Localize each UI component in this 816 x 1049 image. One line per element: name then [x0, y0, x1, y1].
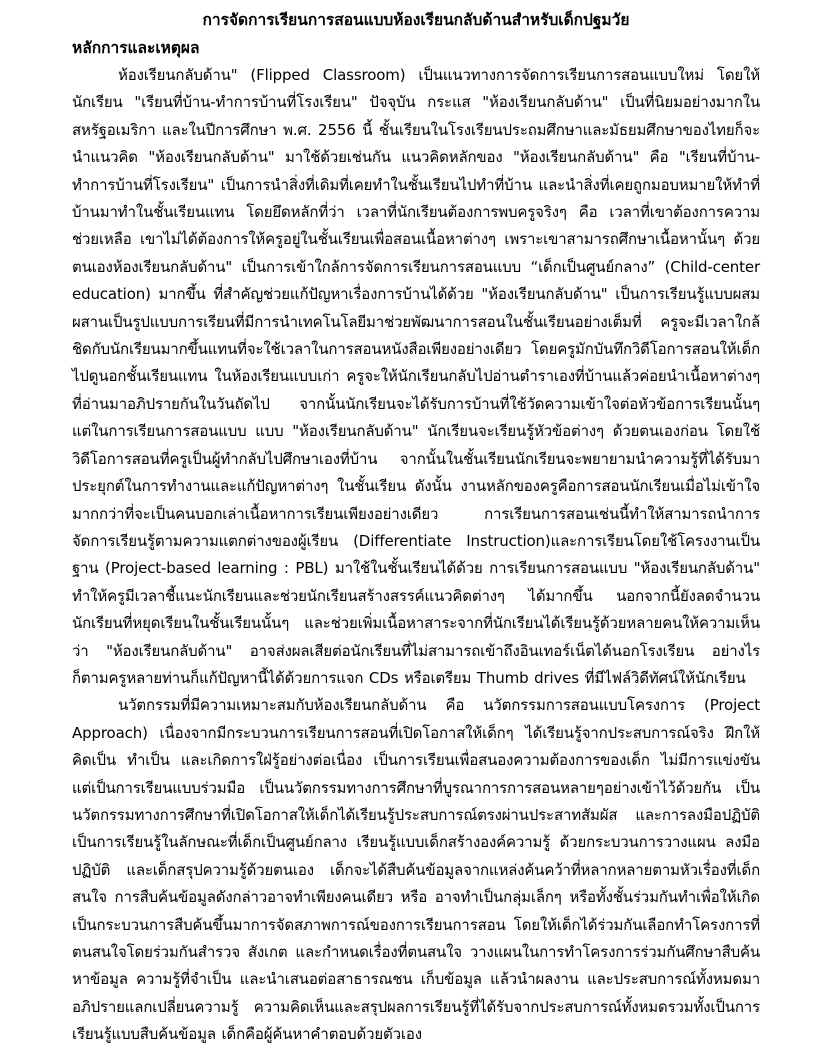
- document-title: การจัดการเรียนการสอนแบบห้องเรียนกลับด้านสำหรับเด็กปฐมวัย: [202, 11, 630, 29]
- paragraph-flipped-classroom: ห้องเรียนกลับด้าน" (Flipped Classroom) เป็นแนวทางการจัดการเรียนการสอนแบบใหม่ โดยให้นักเรียน "เรียนที่บ้าน-ทำการบ้านที่โรงเรียน" ปัจจุบัน กระแส "ห้องเรียนกลับด้าน" เป็นที่นิยมอย่างมากในสหรัฐอเมริกา และในปีการศึกษา พ.ศ. 2556 นี้ ชั้นเรียนในโรงเรียนประถมศึกษาและมัธยมศึกษาของไทยก็จะนำแนวคิด "ห้องเรียนกลับด้าน" มาใช้ด้วยเช่นกัน แนวคิดหลักของ "ห้องเรียนกลับด้าน" คือ "เรียนที่บ้าน-ทำการบ้านที่โรงเรียน" เป็นการนำสิ่งที่เดิมที่เคยทำในชั้นเรียนไปทำที่บ้าน และนำสิ่งที่เคยถูกมอบหมายให้ทำที่บ้านมาทำในชั้นเรียนแทน โดยยึดหลักที่ว่า เวลาที่นักเรียนต้องการพบครูจริงๆ คือ เวลาที่เขาต้องการความช่วยเหลือ เขาไม่ได้ต้องการให้ครูอยู่ในชั้นเรียนเพื่อสอนเนื้อหาต่างๆ เพราะเขาสามารถศึกษาเนื้อหานั้นๆ ด้วยตนเองห้องเรียนกลับด้าน" เป็นการเข้าใกล้การจัดการเรียนการสอนแบบ “เด็กเป็นศูนย์กลาง” (Child-center education) มากขึ้น ที่สำคัญช่วยแก้ปัญหาเรื่องการบ้านได้ด้วย "ห้องเรียนกลับด้าน" เป็นการเรียนรู้แบบผสมผสานเป็นรูปแบบการเรียนที่มีการนำเทคโนโลยีมาช่วยพัฒนาการสอนในชั้นเรียนอย่างเต็มที่ ครูจะมีเวลาใกล้ชิดกับนักเรียนมากขึ้นแทนที่จะใช้เวลาในการสอนหนังสือเพียงอย่างเดียว โดยครูมักบันทึกวิดีโอการสอนให้เด็กไปดูนอกชั้นเรียนแทน ในห้องเรียนแบบเก่า ครูจะให้นักเรียนกลับไปอ่านตำราเองที่บ้านแล้วค่อยนำเนื้อหาต่างๆ ที่อ่านมาอภิปรายกันในวันถัดไป จากนั้นนักเรียนจะได้รับการบ้านที่ใช้วัดความเข้าใจต่อหัวข้อการเรียนนั้นๆ แต่ในการเรียนการสอนแบบ แบบ "ห้องเรียนกลับด้าน" นักเรียนจะเรียนรู้หัวข้อต่างๆ ด้วยตนเองก่อน โดยใช้วิดีโอการสอนที่ครูเป็นผู้ทำกลับไปศึกษาเองที่บ้าน จากนั้นในชั้นเรียนนักเรียนจะพยายามนำความรู้ที่ได้รับมาประยุกต์ในการทำงานและแก้ปัญหาต่างๆ ในชั้นเรียน ดังนั้น งานหลักของครูคือการสอนนักเรียนเมื่อไม่เข้าใจ มากกว่าที่จะเป็นคนบอกเล่าเนื้อหาการเรียนเพียงอย่างเดียว การเรียนการสอนเช่นนี้ทำให้สามารถนำการจัดการเรียนรู้ตามความแตกต่างของผู้เรียน (Differentiate Instruction)และการเรียนโดยใช้โครงงานเป็นฐาน (Project-based learning : PBL) มาใช้ในชั้นเรียนได้ด้วย การเรียนการสอนแบบ "ห้องเรียนกลับด้าน" ทำให้ครูมีเวลาชี้แนะนักเรียนและช่วยนักเรียนสร้างสรรค์แนวคิดต่างๆ ได้มากขึ้น นอกจากนี้ยังลดจำนวนนักเรียนที่หยุดเรียนในชั้นเรียนนั้นๆ และช่วยเพิ่มเนื้อหาสาระจากที่นักเรียนได้เรียนรู้ด้วยหลายคนให้ความเห็นว่า "ห้องเรียนกลับด้าน" อาจส่งผลเสียต่อนักเรียนที่ไม่สามารถเข้าถึงอินเทอร์เน็ตได้นอกโรงเรียน อย่างไรก็ตามครูหลายท่านก็แก้ปัญหานี้ได้ด้วยการแจก CDs หรือเตรียม Thumb drives ที่มีไฟล์วิดีทัศน์ให้นักเรียน: [72, 66, 760, 687]
- document-page: [72, 6, 760, 1049]
- section-heading-rationale: หลักการและเหตุผล: [72, 39, 200, 57]
- paragraph-project-approach: นวัตกรรมที่มีความเหมาะสมกับห้องเรียนกลับด้าน คือ นวัตกรรมการสอนแบบโครงการ (Project Approach) เนื่องจากมีกระบวนการเรียนการสอนที่เปิดโอกาสให้เด็กๆ ได้เรียนรู้จากประสบการณ์จริง ฝึกให้คิดเป็น ทำเป็น และเกิดการใฝ่รู้อย่างต่อเนื่อง เป็นการเรียนเพื่อสนองความต้องการของเด็ก ไม่มีการแข่งขัน แต่เป็นการเรียนแบบร่วมมือ เป็นนวัตกรรมทางการศึกษาที่บูรณาการการสอนหลายๆอย่างเข้าไว้ด้วยกัน เป็นนวัตกรรมทางการศึกษาที่เปิดโอกาสให้เด็กได้เรียนรู้ประสบการณ์ตรงผ่านประสาทสัมผัส และการลงมือปฏิบัติ เป็นการเรียนรู้ในลักษณะที่เด็กเป็นศูนย์กลาง เรียนรู้แบบเด็กสร้างองค์ความรู้ ด้วยกระบวนการวางแผน ลงมือปฏิบัติ และเด็กสรุปความรู้ด้วยตนเอง เด็กจะได้สืบค้นข้อมูลจากแหล่งค้นคว้าที่หลากหลายตามหัวเรื่องที่เด็กสนใจ การสืบค้นข้อมูลดังกล่าวอาจทำเพียงคนเดียว หรือ อาจทำเป็นกลุ่มเล็กๆ หรือทั้งชั้นร่วมกันทำเพื่อให้เกิดเป็นกระบวนการสืบค้นขึ้นมาการจัดสภาพการณ์ของการเรียนการสอน โดยให้เด็กได้ร่วมกันเลือกทำโครงการที่ตนสนใจโดยร่วมกันสำรวจ สังเกต และกำหนดเรื่องที่ตนสนใจ วางแผนในการทำโครงการร่วมกันศึกษาสืบค้น หาข้อมูล ความรู้ที่จำเป็น และนำเสนอต่อสาธารณชน เก็บข้อมูล แล้วนำผลงาน และประสบการณ์ทั้งหมดมาอภิปรายแลกเปลี่ยนความรู้ ความคิดเห็นและสรุปผลการเรียนรู้ที่ได้รับจากประสบการณ์ทั้งหมดรวมทั้งเป็นการเรียนรู้แบบสืบค้นข้อมูล เด็กคือผู้ค้นหาคำตอบด้วยตัวเอง: [72, 696, 760, 1044]
